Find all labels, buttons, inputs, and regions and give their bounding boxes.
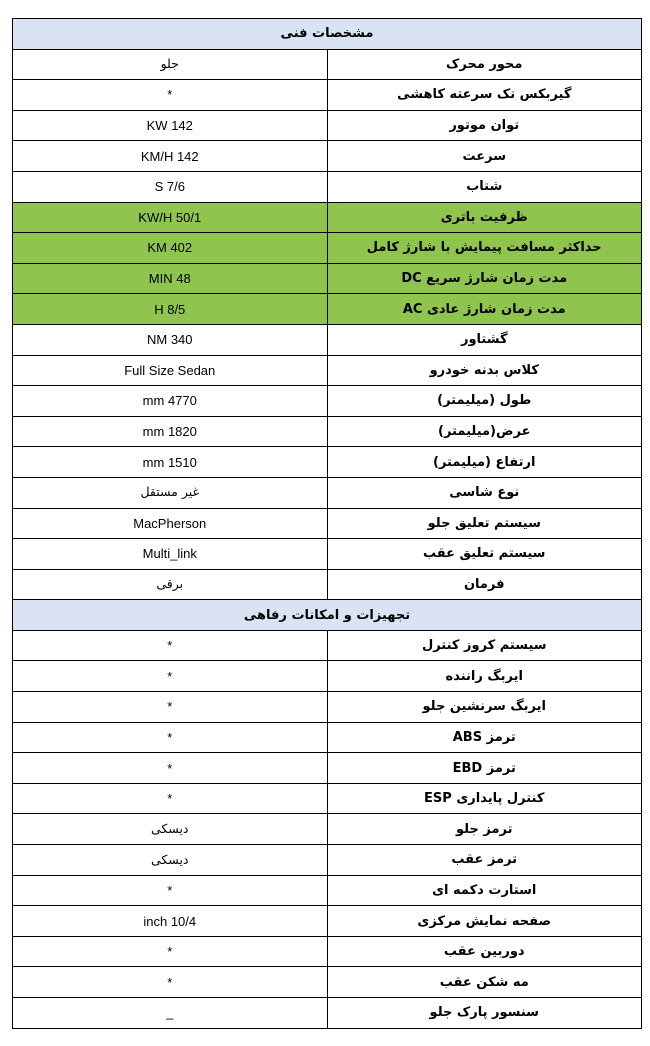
spec-row: [13, 936, 642, 967]
spec-value: 1510 mm: [13, 447, 328, 478]
spec-value: 142 KW: [13, 110, 328, 141]
spec-label: گشتاور: [327, 324, 642, 355]
spec-value: Full Size Sedan: [13, 355, 328, 386]
spec-value: _: [13, 998, 328, 1029]
spec-value: 7/6 S: [13, 171, 328, 202]
spec-value: *: [13, 661, 328, 692]
spec-value: دیسکی: [13, 845, 328, 876]
spec-value: *: [13, 967, 328, 998]
spec-value: 142 KM/H: [13, 141, 328, 172]
spec-row: [13, 783, 642, 814]
spec-row: [13, 967, 642, 998]
spec-label: گیربکس تک سرعته کاهشی: [327, 80, 642, 111]
spec-value: MacPherson: [13, 508, 328, 539]
spec-row: [13, 416, 642, 447]
spec-value: *: [13, 753, 328, 784]
spec-label: کلاس بدنه خودرو: [327, 355, 642, 386]
spec-table-body: [13, 19, 642, 1029]
spec-label: شتاب: [327, 171, 642, 202]
spec-label: عرض(میلیمتر): [327, 416, 642, 447]
spec-label: ایربگ راننده: [327, 661, 642, 692]
spec-row: [13, 692, 642, 723]
section-title: مشخصات فنی: [13, 19, 642, 50]
spec-label: مدت زمان شارژ سریع DC: [327, 263, 642, 294]
spec-label: ترمز EBD: [327, 753, 642, 784]
spec-value: 402 KM: [13, 233, 328, 264]
spec-row: [13, 263, 642, 294]
spec-value: برقی: [13, 569, 328, 600]
spec-value: *: [13, 783, 328, 814]
spec-label: صفحه نمایش مرکزی: [327, 906, 642, 937]
spec-value: غیر مستقل: [13, 477, 328, 508]
spec-row: [13, 998, 642, 1029]
spec-label: سیستم تعلیق جلو: [327, 508, 642, 539]
spec-label: ترمز عقب: [327, 845, 642, 876]
spec-value: جلو: [13, 49, 328, 80]
spec-label: حداکثر مسافت پیمایش با شارژ کامل: [327, 233, 642, 264]
spec-value: 50/1 KW/H: [13, 202, 328, 233]
spec-label: محور محرک: [327, 49, 642, 80]
spec-row: [13, 386, 642, 417]
spec-table-container: [12, 18, 642, 1029]
spec-row: [13, 630, 642, 661]
spec-row: [13, 171, 642, 202]
spec-row: [13, 110, 642, 141]
spec-label: دوربین عقب: [327, 936, 642, 967]
spec-value: *: [13, 875, 328, 906]
spec-value: 8/5 H: [13, 294, 328, 325]
spec-label: ایربگ سرنشین جلو: [327, 692, 642, 723]
spec-label: توان موتور: [327, 110, 642, 141]
spec-value: 340 NM: [13, 324, 328, 355]
spec-row: [13, 324, 642, 355]
section-header-row: [13, 600, 642, 631]
spec-label: ترمز جلو: [327, 814, 642, 845]
spec-label: ارتفاع (میلیمتر): [327, 447, 642, 478]
spec-value: *: [13, 692, 328, 723]
spec-row: [13, 569, 642, 600]
spec-row: [13, 814, 642, 845]
spec-value: 1820 mm: [13, 416, 328, 447]
spec-row: [13, 49, 642, 80]
spec-value: 4770 mm: [13, 386, 328, 417]
spec-label: کنترل پایداری ESP: [327, 783, 642, 814]
spec-row: [13, 661, 642, 692]
spec-row: [13, 233, 642, 264]
spec-label: استارت دکمه ای: [327, 875, 642, 906]
spec-value: Multi_link: [13, 539, 328, 570]
spec-value: *: [13, 80, 328, 111]
spec-row: [13, 447, 642, 478]
spec-row: [13, 141, 642, 172]
spec-row: [13, 906, 642, 937]
spec-row: [13, 477, 642, 508]
section-title: تجهیزات و امکانات رفاهی: [13, 600, 642, 631]
spec-value: *: [13, 630, 328, 661]
spec-value: *: [13, 936, 328, 967]
spec-table: [12, 18, 642, 1029]
spec-row: [13, 875, 642, 906]
spec-row: [13, 753, 642, 784]
spec-label: مدت زمان شارژ عادی AC: [327, 294, 642, 325]
spec-value: 48 MIN: [13, 263, 328, 294]
spec-label: فرمان: [327, 569, 642, 600]
spec-row: [13, 722, 642, 753]
spec-row: [13, 202, 642, 233]
spec-label: مه شکن عقب: [327, 967, 642, 998]
spec-row: [13, 845, 642, 876]
spec-label: سیستم تعلیق عقب: [327, 539, 642, 570]
spec-row: [13, 294, 642, 325]
spec-row: [13, 80, 642, 111]
spec-row: [13, 355, 642, 386]
spec-label: نوع شاسی: [327, 477, 642, 508]
spec-label: سنسور پارک جلو: [327, 998, 642, 1029]
section-header-row: [13, 19, 642, 50]
spec-label: سرعت: [327, 141, 642, 172]
spec-label: ترمز ABS: [327, 722, 642, 753]
spec-label: سیستم کروز کنترل: [327, 630, 642, 661]
spec-row: [13, 508, 642, 539]
spec-value: 10/4 inch: [13, 906, 328, 937]
spec-row: [13, 539, 642, 570]
spec-label: ظرفیت باتری: [327, 202, 642, 233]
spec-label: طول (میلیمتر): [327, 386, 642, 417]
spec-value: *: [13, 722, 328, 753]
spec-value: دیسکی: [13, 814, 328, 845]
